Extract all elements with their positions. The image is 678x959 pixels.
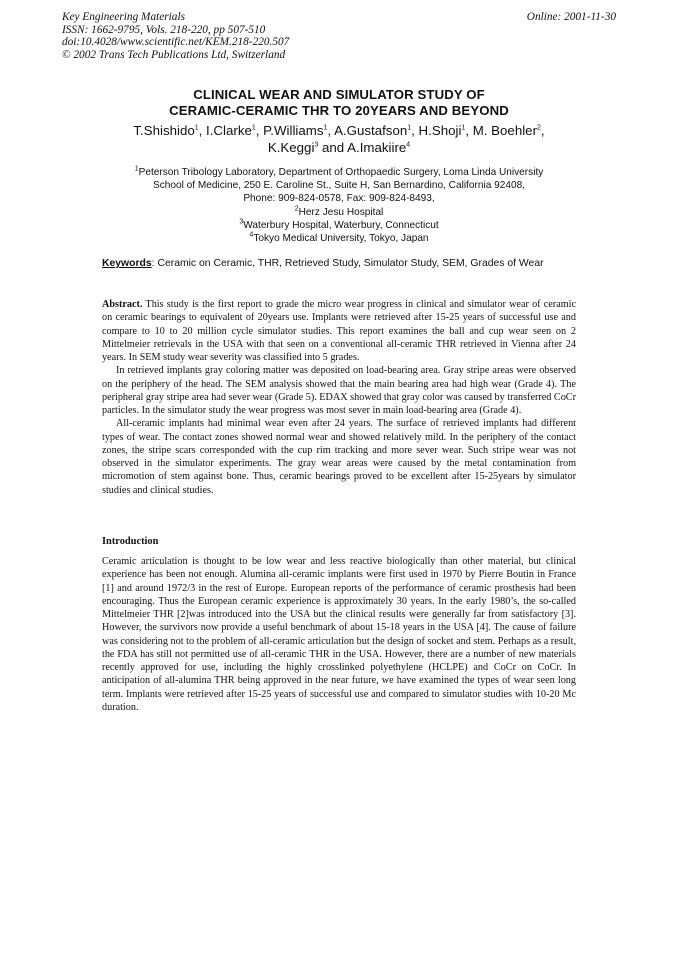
author-sup: 4 — [406, 141, 411, 149]
affiliation-line: $^2$Herz Jesu Hospital — [294, 205, 384, 218]
author-sup: 2 — [537, 124, 541, 132]
section-heading-introduction: Introduction — [102, 536, 159, 547]
keywords-text: : Ceramic on Ceramic, THR, Retrieved Study, Simulator Study, SEM, Grades of Wear — [151, 258, 544, 269]
author-name: A.Imakiire — [347, 140, 407, 155]
paper-title-line-2: CERAMIC-CERAMIC THR TO 20YEARS AND BEYOND — [169, 102, 509, 118]
author-separator: , — [198, 123, 207, 138]
author-name: I.Clarke — [206, 123, 252, 138]
journal-doi[interactable]: doi:10.4028/www.scientific.net/KEM.218-220.507 — [62, 36, 290, 48]
abstract-paragraph: Abstract. This study is the first report to grade the micro wear progress in clinical and simulator wear of ceramic on ceramic bearings to equivalent of 20years use. Implants were retrieved after 15-25 years of successful use and compare to 10 to 20 million cycle simulator studies. This report examines the ball and cup wear seen on 2 Mittelmeier retrievals in the USA with that seen on a conventional all-ceramic THR retrieved in Vienna after 24 years. In SEM study wear severity was classified into 5 grades. — [102, 299, 576, 363]
abstract-paragraph: All-ceramic implants had minimal wear even after 24 years. The surface of retrieved implants had different types of wear. The contact zones showed normal wear and showed relatively mild. In the periphery of the contact zones, the stripe scars corresponded with the cup rim tracking and more sever wear. Such stripe wear was not observed in the simulator experiments. The gray wear areas were caused by the metal contamination from micromotion of stem against bone. Thus, ceramic bearings proved to be excellent after 15-25years by simulator studies and clinical studies. — [102, 418, 576, 496]
author-name: M. Boehler — [472, 123, 537, 138]
affiliation-line: $^3$Waterbury Hospital, Waterbury, Connecticut — [239, 218, 439, 231]
author-sup: 1 — [323, 124, 328, 132]
abstract — [102, 298, 576, 497]
author-separator: , — [327, 123, 335, 138]
introduction-text — [102, 555, 576, 714]
author-sup: 1 — [461, 124, 466, 132]
author-sup: 1 — [251, 124, 256, 132]
journal-copyright: © 2002 Trans Tech Publications Ltd, Switzerland — [62, 48, 286, 61]
journal-issn: ISSN: 1662-9795, Vols. 218-220, pp 507-510 — [62, 23, 266, 36]
author-name: A.Gustafson — [334, 123, 408, 138]
introduction-paragraph: Ceramic articulation is thought to be low wear and less reactive biologically than other material, but clinical experience has been not enough. Alumina all-ceramic implants were first used in 1970 by Pierre Boutin in France [1] and around 1972/3 in the rest of Europe. European reports of the performance of ceramic prosthesis had been encouraging. Thus the European ceramic experience is approximately 30 years. In the early 1980’s, the so-called Mittelmeier THR [2]was introduced into the USA but the clinical results were generally far from satisfactory [3]. However, the survivors now provide a useful benchmark of about 15-18 years in the USA [4]. The cause of failure was considering not to the problem of all-ceramic articulation but the design of socket and stem. Perhaps as a result, the FDA has still not permitted use of all-ceramic THR in the USA. However, there are a number of new materials recently approved for use, including the highly crosslinked polyethylene (HCLPE) and CoCr on CoCr. In anticipation of all-alumina THR being approved in the near future, we have examined the types of wear seen long term. Implants were retrieved after 15-25 years of successful use and compared to simulator studies with 10-20 Mc duration. — [102, 556, 576, 713]
author-separator: , — [255, 123, 264, 138]
author-sup: 1 — [407, 124, 412, 132]
author-name: P.Williams — [263, 123, 324, 138]
affiliation-line: $^1$Peterson Tribology Laboratory, Department of Orthopaedic Surgery, Loma Linda University — [134, 165, 544, 178]
affiliation-line: $^4$Tokyo Medical University, Tokyo, Japan — [249, 231, 429, 245]
affiliation-line: School of Medicine, 250 E. Caroline St., Suite H, San Bernardino, California 92408, — [152, 180, 525, 192]
affiliations — [62, 166, 616, 245]
author-separator: , — [540, 123, 545, 138]
author-name: T.Shishido — [133, 123, 195, 138]
author-and: and — [318, 140, 348, 155]
paper-title-line-1: CLINICAL WEAR AND SIMULATOR STUDY OF — [193, 87, 485, 102]
keywords — [102, 258, 544, 269]
author-line-1 — [62, 122, 616, 139]
online-date: Online: 2001-11-30 — [526, 11, 616, 23]
title-block — [62, 87, 616, 156]
author-separator: , — [411, 123, 419, 138]
author-list — [62, 122, 616, 156]
affiliation-line: Phone: 909-824-0578, Fax: 909-824-8493, — [243, 193, 435, 205]
abstract-label: Abstract. — [102, 299, 143, 310]
journal-info — [62, 11, 289, 61]
author-name: K.Keggi — [267, 140, 315, 155]
author-line-2 — [62, 139, 616, 156]
keywords-label: Keywords — [102, 258, 152, 269]
author-separator: , — [465, 123, 473, 138]
author-sup: 1 — [194, 124, 199, 132]
author-sup: 3 — [314, 141, 319, 149]
journal-name: Key Engineering Materials — [62, 11, 185, 23]
abstract-paragraph: In retrieved implants gray coloring matter was deposited on load-bearing area. Gray stripe areas were observed on the periphery of the head. The SEM analysis showed that the main bearing area had high wear (Grade 4). The peripheral gray stripe area had sever wear (Grade 5). EDAX showed that gray color was caused by transferred CoCr particles. In the simulator study the wear progress was most sever in main load-bearing area (Grade 4). — [102, 365, 576, 416]
author-name: H.Shoji — [418, 123, 462, 138]
